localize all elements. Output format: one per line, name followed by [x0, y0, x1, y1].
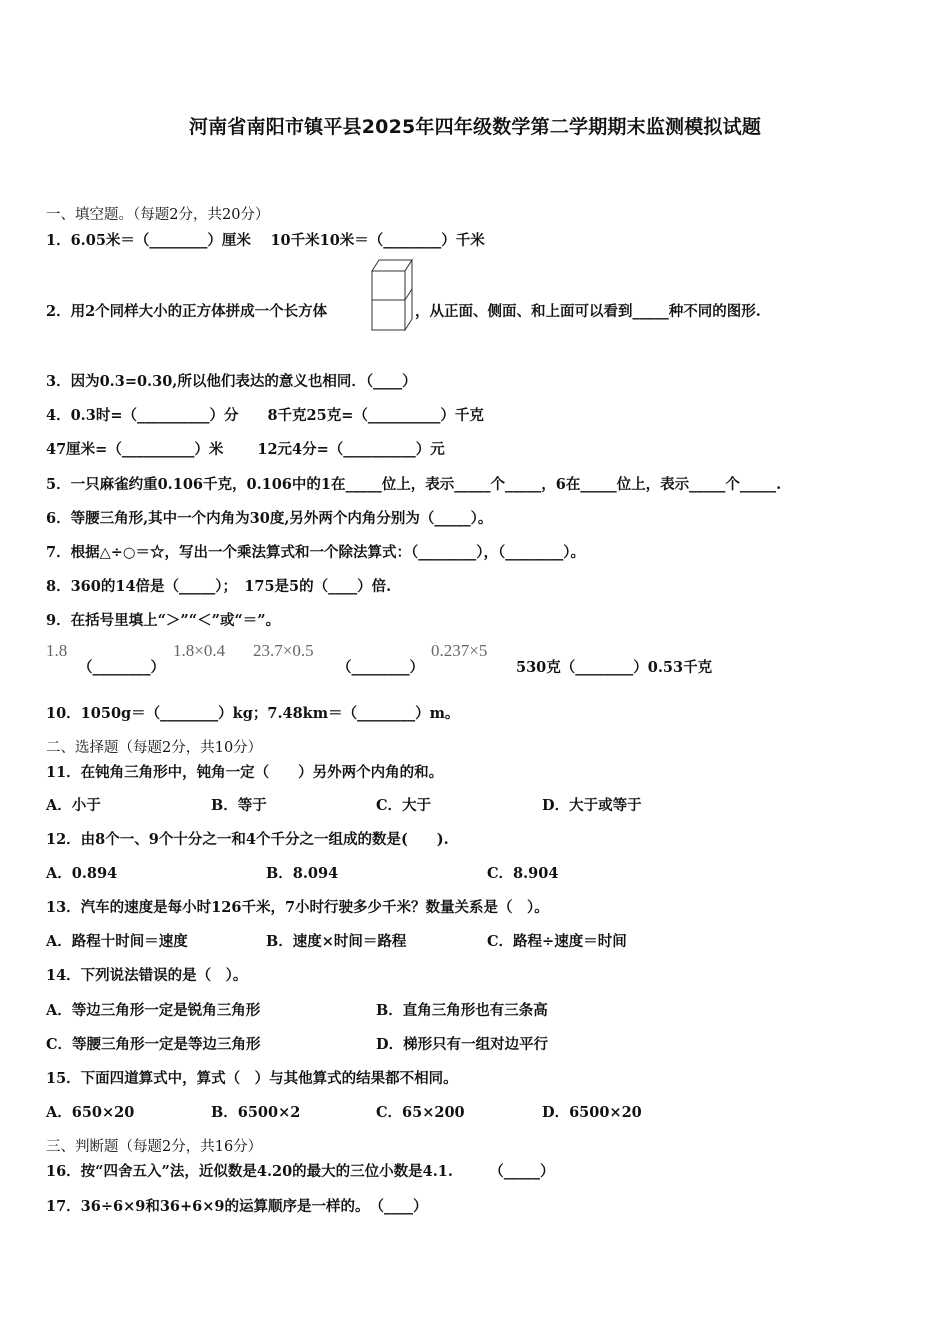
q12-option-b: B．8.094: [266, 865, 339, 882]
q11-option-d: D．大于或等于: [542, 797, 642, 814]
compare-blank-2: （________）: [337, 659, 424, 676]
question-13: 13．汽车的速度是每小时126千米，7小时行驶多少千米？数量关系是（ ）。: [46, 899, 549, 916]
compare-blank-1: （________）: [78, 659, 165, 676]
q15-option-a: A．650×20: [46, 1104, 135, 1121]
section-heading-choice: 二、选择题（每题2分，共10分）: [46, 740, 263, 756]
question-10: 10．1050g＝（________）kg；7.48km＝（________）m。: [46, 705, 460, 722]
question-4b: 47厘米=（__________）米 12元4分=（__________）元: [46, 441, 445, 458]
q13-option-c: C．路程÷速度＝时间: [487, 933, 627, 950]
q14-option-c: C．等腰三角形一定是等边三角形: [46, 1036, 261, 1053]
compare-expr-c: 23.7×0.5: [253, 641, 314, 660]
q15-option-d: D．6500×20: [542, 1104, 642, 1121]
question-12: 12．由8个一、9个十分之一和4个千分之一组成的数是( ).: [46, 831, 449, 848]
question-6: 6．等腰三角形,其中一个内角为30度,另外两个内角分别为（_____）。: [46, 510, 493, 527]
question-16: 16．按“四舍五入”法，近似数是4.20的最大的三位小数是4.1. （_____）: [46, 1163, 555, 1180]
question-9: 9．在括号里填上“＞”“＜”或“＝”。: [46, 612, 281, 629]
q11-option-b: B．等于: [211, 797, 267, 814]
compare-expr-d: 0.237×5: [431, 641, 488, 660]
question-2-tail: ，从正面、侧面、和上面可以看到_____种不同的图形.: [415, 303, 761, 320]
question-5: 5．一只麻雀约重0.106千克，0.106中的1在_____位上，表示_____个_____，6在_____位上，表示_____个_____.: [46, 476, 782, 493]
page-title: 河南省南阳市镇平县2025年四年级数学第二学期期末监测模拟试题: [188, 116, 762, 138]
question-8: 8．360的14倍是（_____）； 175是5的（____）倍.: [46, 578, 392, 595]
q12-option-a: A．0.894: [46, 865, 118, 882]
q11-option-c: C．大于: [376, 797, 432, 814]
question-3: 3．因为0.3=0.30,所以他们表达的意义也相同．（____）: [46, 373, 417, 390]
section-heading-judge: 三、判断题（每题2分，共16分）: [46, 1139, 263, 1155]
question-15: 15．下面四道算式中，算式（ ）与其他算式的结果都不相同。: [46, 1070, 458, 1087]
compare-expr-a: 1.8: [46, 641, 68, 660]
q11-option-a: A．小于: [46, 797, 101, 814]
section-heading-fill-blank: 一、填空题。（每题2分，共20分）: [46, 207, 270, 223]
question-11: 11．在钝角三角形中，钝角一定（ ）另外两个内角的和。: [46, 764, 444, 781]
question-1: 1．6.05米＝（________）厘米 10千米10米＝（________）千米: [46, 232, 485, 249]
q14-option-a: A．等边三角形一定是锐角三角形: [46, 1002, 261, 1019]
question-2-text: 2．用2个同样大小的正方体拼成一个长方体: [46, 303, 328, 320]
q14-option-d: D．梯形只有一组对边平行: [376, 1036, 549, 1053]
compare-expr-b: 1.8×0.4: [173, 641, 226, 660]
q14-option-b: B．直角三角形也有三条高: [376, 1002, 548, 1019]
cuboid-figure: [371, 259, 413, 331]
question-17: 17．36÷6×9和36+6×9的运算顺序是一样的。 （____）: [46, 1198, 428, 1215]
q15-option-b: B．6500×2: [211, 1104, 301, 1121]
q12-option-c: C．8.904: [487, 865, 559, 882]
q13-option-b: B．速度×时间＝路程: [266, 933, 407, 950]
question-4a: 4．0.3时=（__________）分 8千克25克=（__________）千克: [46, 407, 484, 424]
q13-option-a: A．路程十时间＝速度: [46, 933, 188, 950]
compare-expr-e: 530克（________）0.53千克: [516, 659, 713, 676]
q15-option-c: C．65×200: [376, 1104, 465, 1121]
question-14: 14．下列说法错误的是（ ）。: [46, 967, 248, 984]
question-7: 7．根据△÷○＝☆，写出一个乘法算式和一个除法算式：（________），（________）。: [46, 544, 586, 561]
